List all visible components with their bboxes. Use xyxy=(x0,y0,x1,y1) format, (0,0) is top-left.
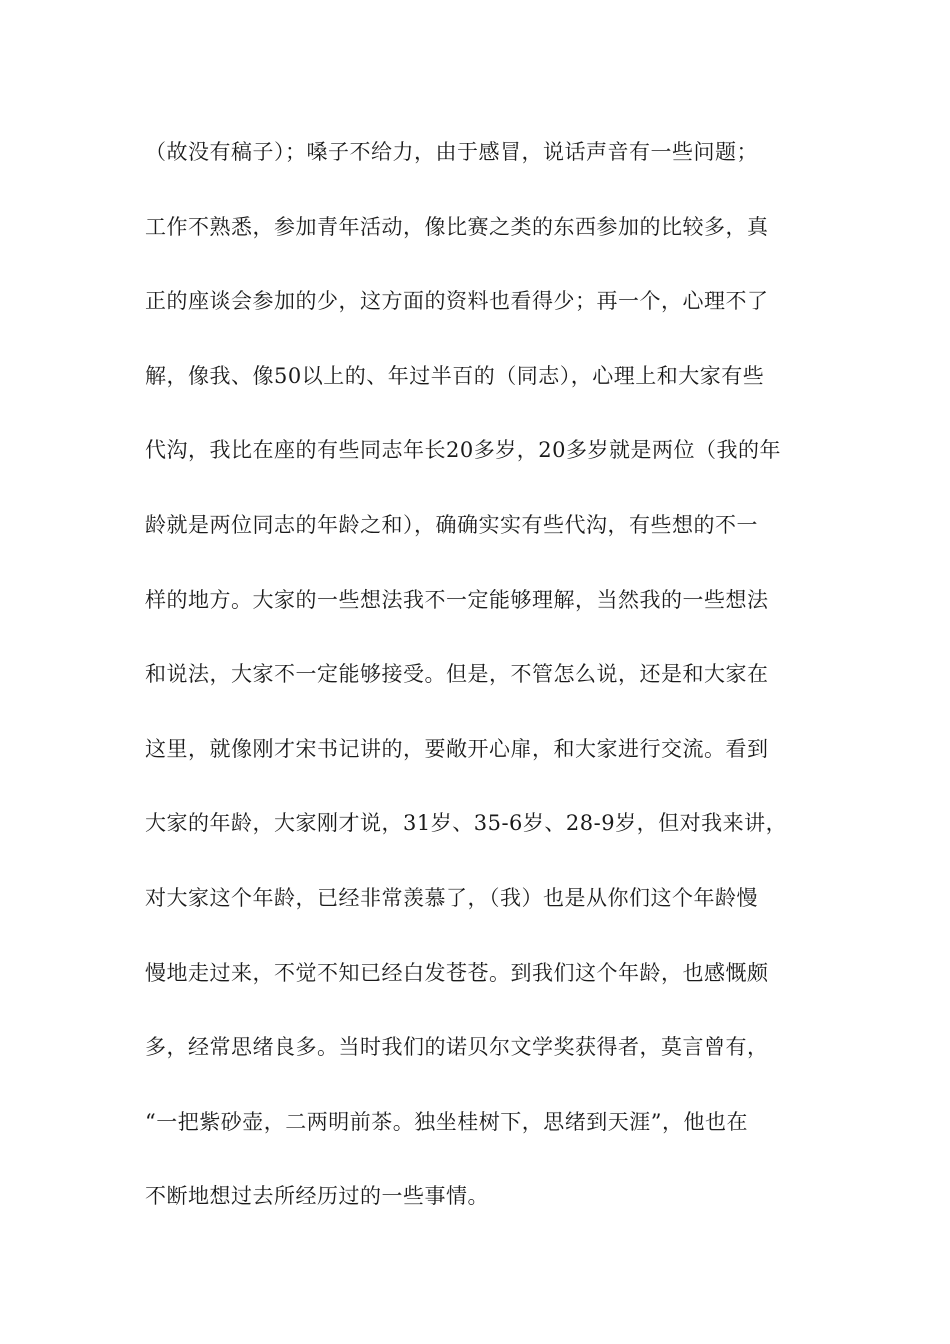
text-line: 解，像我、像50以上的、年过半百的（同志），心理上和大家有些 xyxy=(145,363,765,388)
text-line: 代沟，我比在座的有些同志年长20多岁，20多岁就是两位（我的年 xyxy=(145,438,781,463)
text-line: 样的地方。大家的一些想法我不一定能够理解，当然我的一些想法 xyxy=(145,587,769,612)
text-line: “一把紫砂壶，二两明前茶。独坐桂树下，思绪到天涯”，他也在 xyxy=(145,1109,748,1134)
text-line: 大家的年龄，大家刚才说，31岁、35-6岁、28-9岁，但对我来讲， xyxy=(145,811,788,836)
document-body xyxy=(145,128,815,1247)
text-line: 龄就是两位同志的年龄之和），确确实实有些代沟，有些想的不一 xyxy=(145,512,758,537)
text-line: （故没有稿子）；嗓子不给力，由于感冒，说话声音有一些问题； xyxy=(145,140,758,164)
text-line: 工作不熟悉，参加青年活动，像比赛之类的东西参加的比较多，真 xyxy=(145,214,769,239)
text-line: 慢地走过来，不觉不知已经白发苍苍。到我们这个年龄，也感慨颇 xyxy=(145,960,769,985)
text-line: 多，经常思绪良多。当时我们的诺贝尔文学奖获得者，莫言曾有， xyxy=(145,1035,769,1060)
text-line: 不断地想过去所经历过的一些事情。 xyxy=(145,1184,489,1209)
text-line: 正的座谈会参加的少，这方面的资料也看得少；再一个，心理不了 xyxy=(145,289,769,314)
text-line: 对大家这个年龄，已经非常羡慕了，（我）也是从你们这个年龄慢 xyxy=(145,885,758,910)
text-line: 这里，就像刚才宋书记讲的，要敞开心扉，和大家进行交流。看到 xyxy=(145,736,769,761)
text-line: 和说法，大家不一定能够接受。但是，不管怎么说，还是和大家在 xyxy=(145,662,769,687)
